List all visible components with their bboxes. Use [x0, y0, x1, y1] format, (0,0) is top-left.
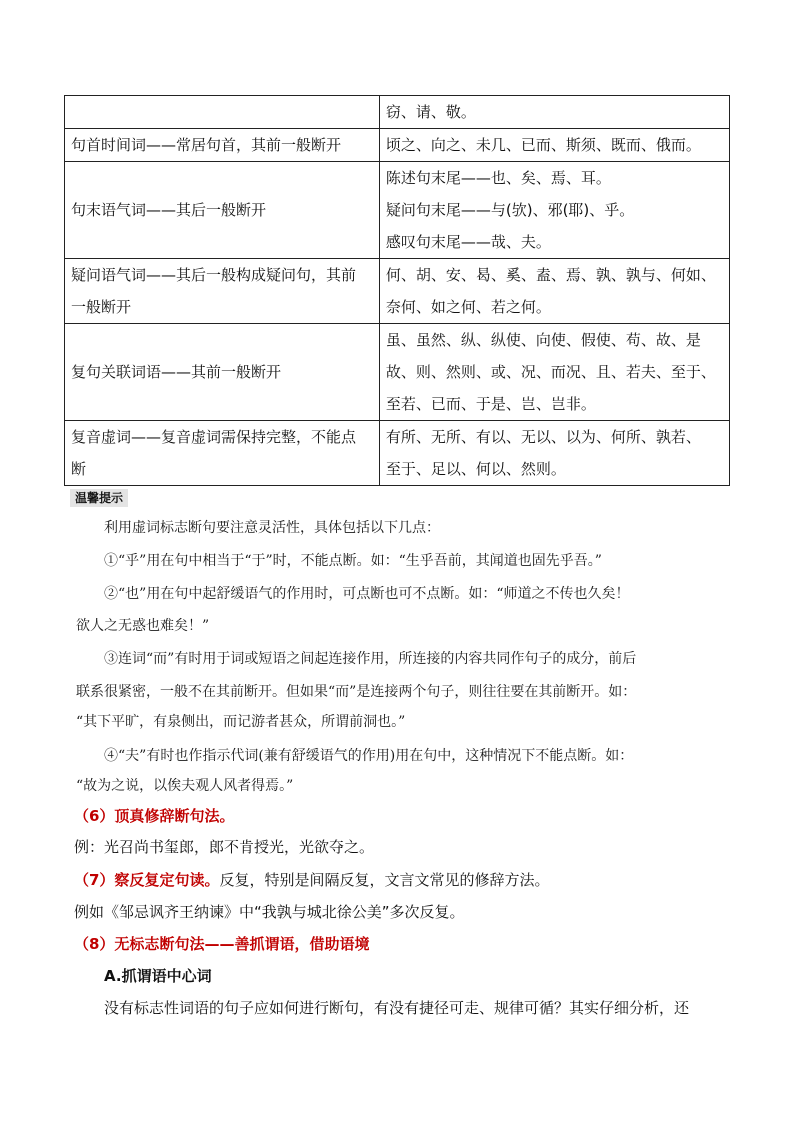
- cell-text-line: 何、胡、安、曷、奚、盍、焉、孰、孰与、何如、: [385, 266, 716, 284]
- function-word-table: [64, 95, 730, 486]
- cell-text-line: 断: [71, 460, 87, 478]
- tip-line: “其下平旷，有泉侧出，而记游者甚众，所谓前洞也。”: [76, 714, 406, 730]
- tip-line: ①“乎”用在句中相当于“于”时，不能点断。如：“生乎吾前，其闻道也固先乎吾。”: [104, 553, 602, 569]
- section-7-example: 例如《邹忌讽齐王纳谏》中“我孰与城北徐公美”多次反复。: [74, 903, 465, 921]
- table-row: [65, 129, 730, 162]
- cell-text-line: 有所、无所、有以、无以、以为、何所、孰若、: [385, 428, 701, 446]
- category-cell: [65, 129, 380, 162]
- table-row: [65, 324, 730, 421]
- section-6-title: （6）顶真修辞断句法。: [74, 807, 235, 825]
- words-cell: [379, 324, 729, 421]
- cell-text-line: 疑问句末尾——与(欤)、邪(耶)、乎。: [385, 201, 635, 219]
- section-7-heading: [74, 868, 744, 892]
- words-cell: [379, 96, 729, 129]
- words-cell: [379, 259, 729, 324]
- cell-text-line: 故、则、然则、或、况、而况、且、若夫、至于、: [385, 363, 716, 381]
- words-cell: [379, 129, 729, 162]
- words-cell: [379, 162, 729, 259]
- section-8-heading: [74, 932, 744, 956]
- cell-text-line: 顷之、向之、未几、已而、斯须、既而、俄而。: [385, 136, 701, 154]
- cell-text-line: 虽、虽然、纵、纵使、向使、假使、苟、故、是: [385, 331, 701, 349]
- paragraph-line: 没有标志性词语的句子应如何进行断句，有没有捷径可走、规律可循？其实仔细分析，还: [104, 999, 690, 1017]
- cell-text-line: 陈述句末尾——也、矣、焉、耳。: [385, 169, 611, 187]
- section-7-text: 反复，特别是间隔反复，文言文常见的修辞方法。: [219, 871, 550, 889]
- cell-text-line: 句首时间词——常居句首，其前一般断开: [71, 136, 342, 154]
- section-7-title: （7）察反复定句读。: [74, 871, 220, 889]
- cell-text-line: 句末语气词——其后一般断开: [71, 201, 267, 219]
- category-cell: [65, 324, 380, 421]
- category-cell: [65, 162, 380, 259]
- cell-text-line: 窃、请、敬。: [385, 103, 476, 121]
- category-cell: [65, 421, 380, 486]
- tip-line: ③连词“而”有时用于词或短语之间起连接作用，所连接的内容共同作句子的成分，前后: [104, 651, 637, 667]
- category-cell: [65, 259, 380, 324]
- tip-line: “故为之说，以俟夫观人风者得焉。”: [76, 778, 294, 794]
- tip-line: 利用虚词标志断句要注意灵活性，具体包括以下几点：: [104, 520, 440, 536]
- tip-line: 欲人之无惑也难矣！”: [76, 618, 210, 634]
- table-row: [65, 96, 730, 129]
- cell-text-line: 一般断开: [71, 298, 132, 316]
- tip-line: ②“也”用在句中起舒缓语气的作用时，可点断也可不点断。如：“师道之不传也久矣！: [104, 586, 630, 602]
- cell-text-line: 感叹句末尾——哉、夫。: [385, 233, 551, 251]
- section-8-title: （8）无标志断句法——善抓谓语，借助语境: [74, 935, 370, 953]
- tip-line: 联系很紧密，一般不在其前断开。但如果“而”是连接两个句子，则往往要在其前断开。如：: [76, 684, 637, 700]
- category-cell: [65, 96, 380, 129]
- table-row: [65, 162, 730, 259]
- words-cell: [379, 421, 729, 486]
- table-row: [65, 259, 730, 324]
- cell-text-line: 奈何、如之何、若之何。: [385, 298, 551, 316]
- subsection-a-title: A.抓谓语中心词: [104, 967, 212, 985]
- cell-text-line: 至于、足以、何以、然则。: [385, 460, 566, 478]
- section-6-heading: [74, 804, 744, 828]
- cell-text-line: 至若、已而、于是、岂、岂非。: [385, 395, 596, 413]
- section-6-example: 例：光召尚书玺郎，郎不肯授光，光欲夺之。: [74, 838, 375, 856]
- cell-text-line: 复句关联词语——其前一般断开: [71, 363, 282, 381]
- tip-line: ④“夫”有时也作指示代词(兼有舒缓语气的作用)用在句中，这种情况下不能点断。如：: [104, 748, 634, 764]
- cell-text-line: 复音虚词——复音虚词需保持完整，不能点: [71, 428, 357, 446]
- table-row: [65, 421, 730, 486]
- cell-text-line: 疑问语气词——其后一般构成疑问句，其前: [71, 266, 357, 284]
- tip-label: 温馨提示: [70, 489, 128, 507]
